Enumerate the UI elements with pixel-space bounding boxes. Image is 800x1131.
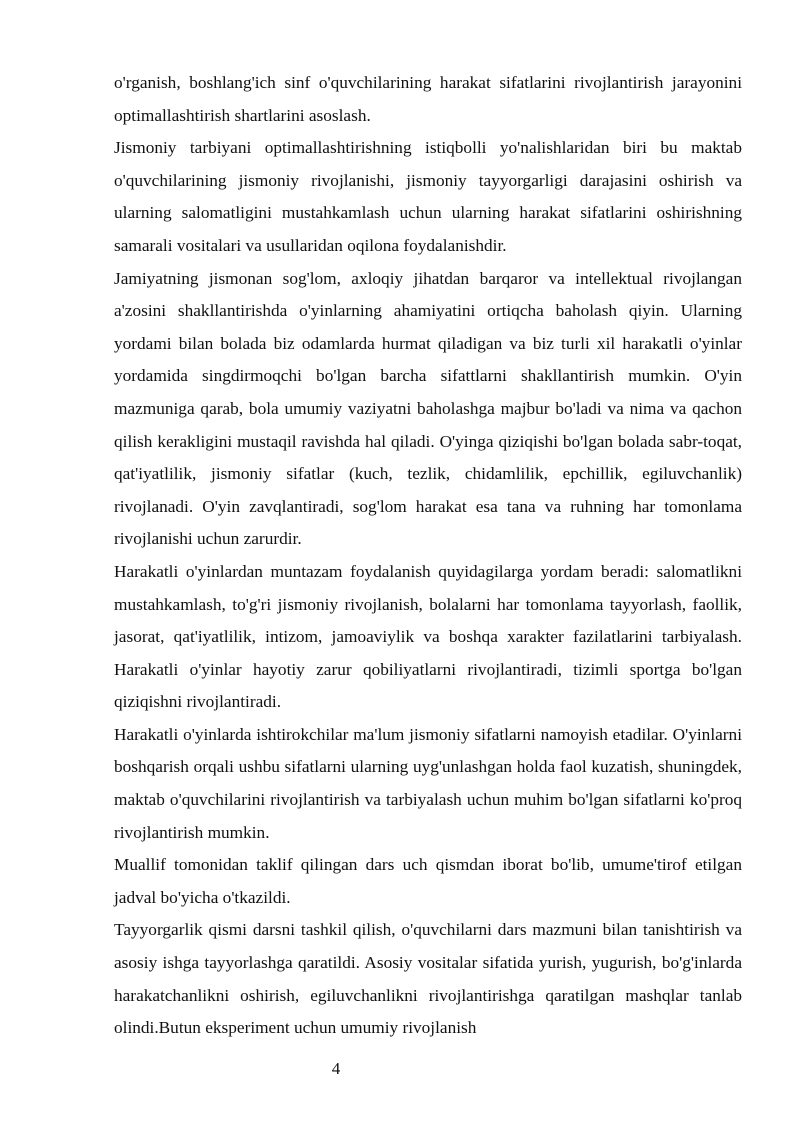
paragraph-3: Jamiyatning jismonan sog'lom, axloqiy jihatdan barqaror va intellektual rivojlangan a'zosini shakllantirishda o'yinlarning ahamiyatini ortiqcha baholash qiyin. Ularning yordami bilan bolada biz odamlarda hurmat qiladigan va biz turli xil harakatli o'yinlar yordamida singdirmoqchi bo'lgan barcha sifattlarni shakllantirish mumkin. O'yin mazmuniga qarab, bola umumiy vaziyatni baholashga majbur bo'ladi va nima va qachon qilish kerakligini mustaqil ravishda hal qiladi. O'yinga qiziqishi bo'lgan bolada sabr-toqat, qat'iyatlilik, jismoniy sifatlar (kuch, tezlik, chidamlilik, epchillik, egiluvchanlik) rivojlanadi. O'yin zavqlantiradi, sog'lom harakat esa tana va ruhning har tomonlama rivojlanishi uchun zarurdir. [114, 268, 742, 549]
paragraph-7: Tayyorgarlik qismi darsni tashkil qilish, o'quvchilarni dars mazmuni bilan tanishtirish va asosiy ishga tayyorlashga qaratildi. Asosiy vositalar sifatida yurish, yugurish, bo'g'inlarda harakatchanlikni oshirish, egiluvchanlikni rivojlantirishga qaratilgan mashqlar tanlab olindi.Butun eksperiment uchun umumiy rivojlanish [114, 920, 742, 1038]
paragraph-4: Harakatli o'yinlardan muntazam foydalanish quyidagilarga yordam beradi: salomatlikni mustahkamlash, to'g'ri jismoniy rivojlanish, bolalarni har tomonlama tayyorlash, faollik, jasorat, qat'iyatlilik, intizom, jamoaviylik va boshqa xarakter fazilatlarini tarbiyalash. Harakatli o'yinlar hayotiy zarur qobiliyatlarni rivojlantiradi, tizimli sportga bo'lgan qiziqishni rivojlantiradi. [114, 561, 742, 712]
paragraph-6: Muallif tomonidan taklif qilingan dars uch qismdan iborat bo'lib, umume'tirof etilgan jadval bo'yicha o'tkazildi. [114, 855, 742, 907]
paragraph-1: o'rganish, boshlang'ich sinf o'quvchilarining harakat sifatlarini rivojlantirish jarayonini optimallashtirish shartlarini asoslash. [114, 73, 742, 125]
paragraph-5: Harakatli o'yinlarda ishtirokchilar ma'lum jismoniy sifatlarni namoyish etadilar. O'yinlarni boshqarish orqali ushbu sifatlarni ularning uyg'unlashgan holda faol kuzatish, shuningdek, maktab o'quvchilarini rivojlantirish va tarbiyalash uchun muhim bo'lgan sifatlarni ko'proq rivojlantirish mumkin. [114, 724, 742, 842]
document-page [114, 67, 742, 1045]
paragraph-2: Jismoniy tarbiyani optimallashtirishning istiqbolli yo'nalishlaridan biri bu maktab o'quvchilarining jismoniy rivojlanishi, jismoniy tayyorgarligi darajasini oshirish va ularning salomatligini mustahkamlash uchun ularning harakat sifatlarini oshirishning samarali vositalari va usullaridan oqilona foydalanishdir. [114, 138, 742, 255]
page-number: 4 [331, 1059, 341, 1078]
